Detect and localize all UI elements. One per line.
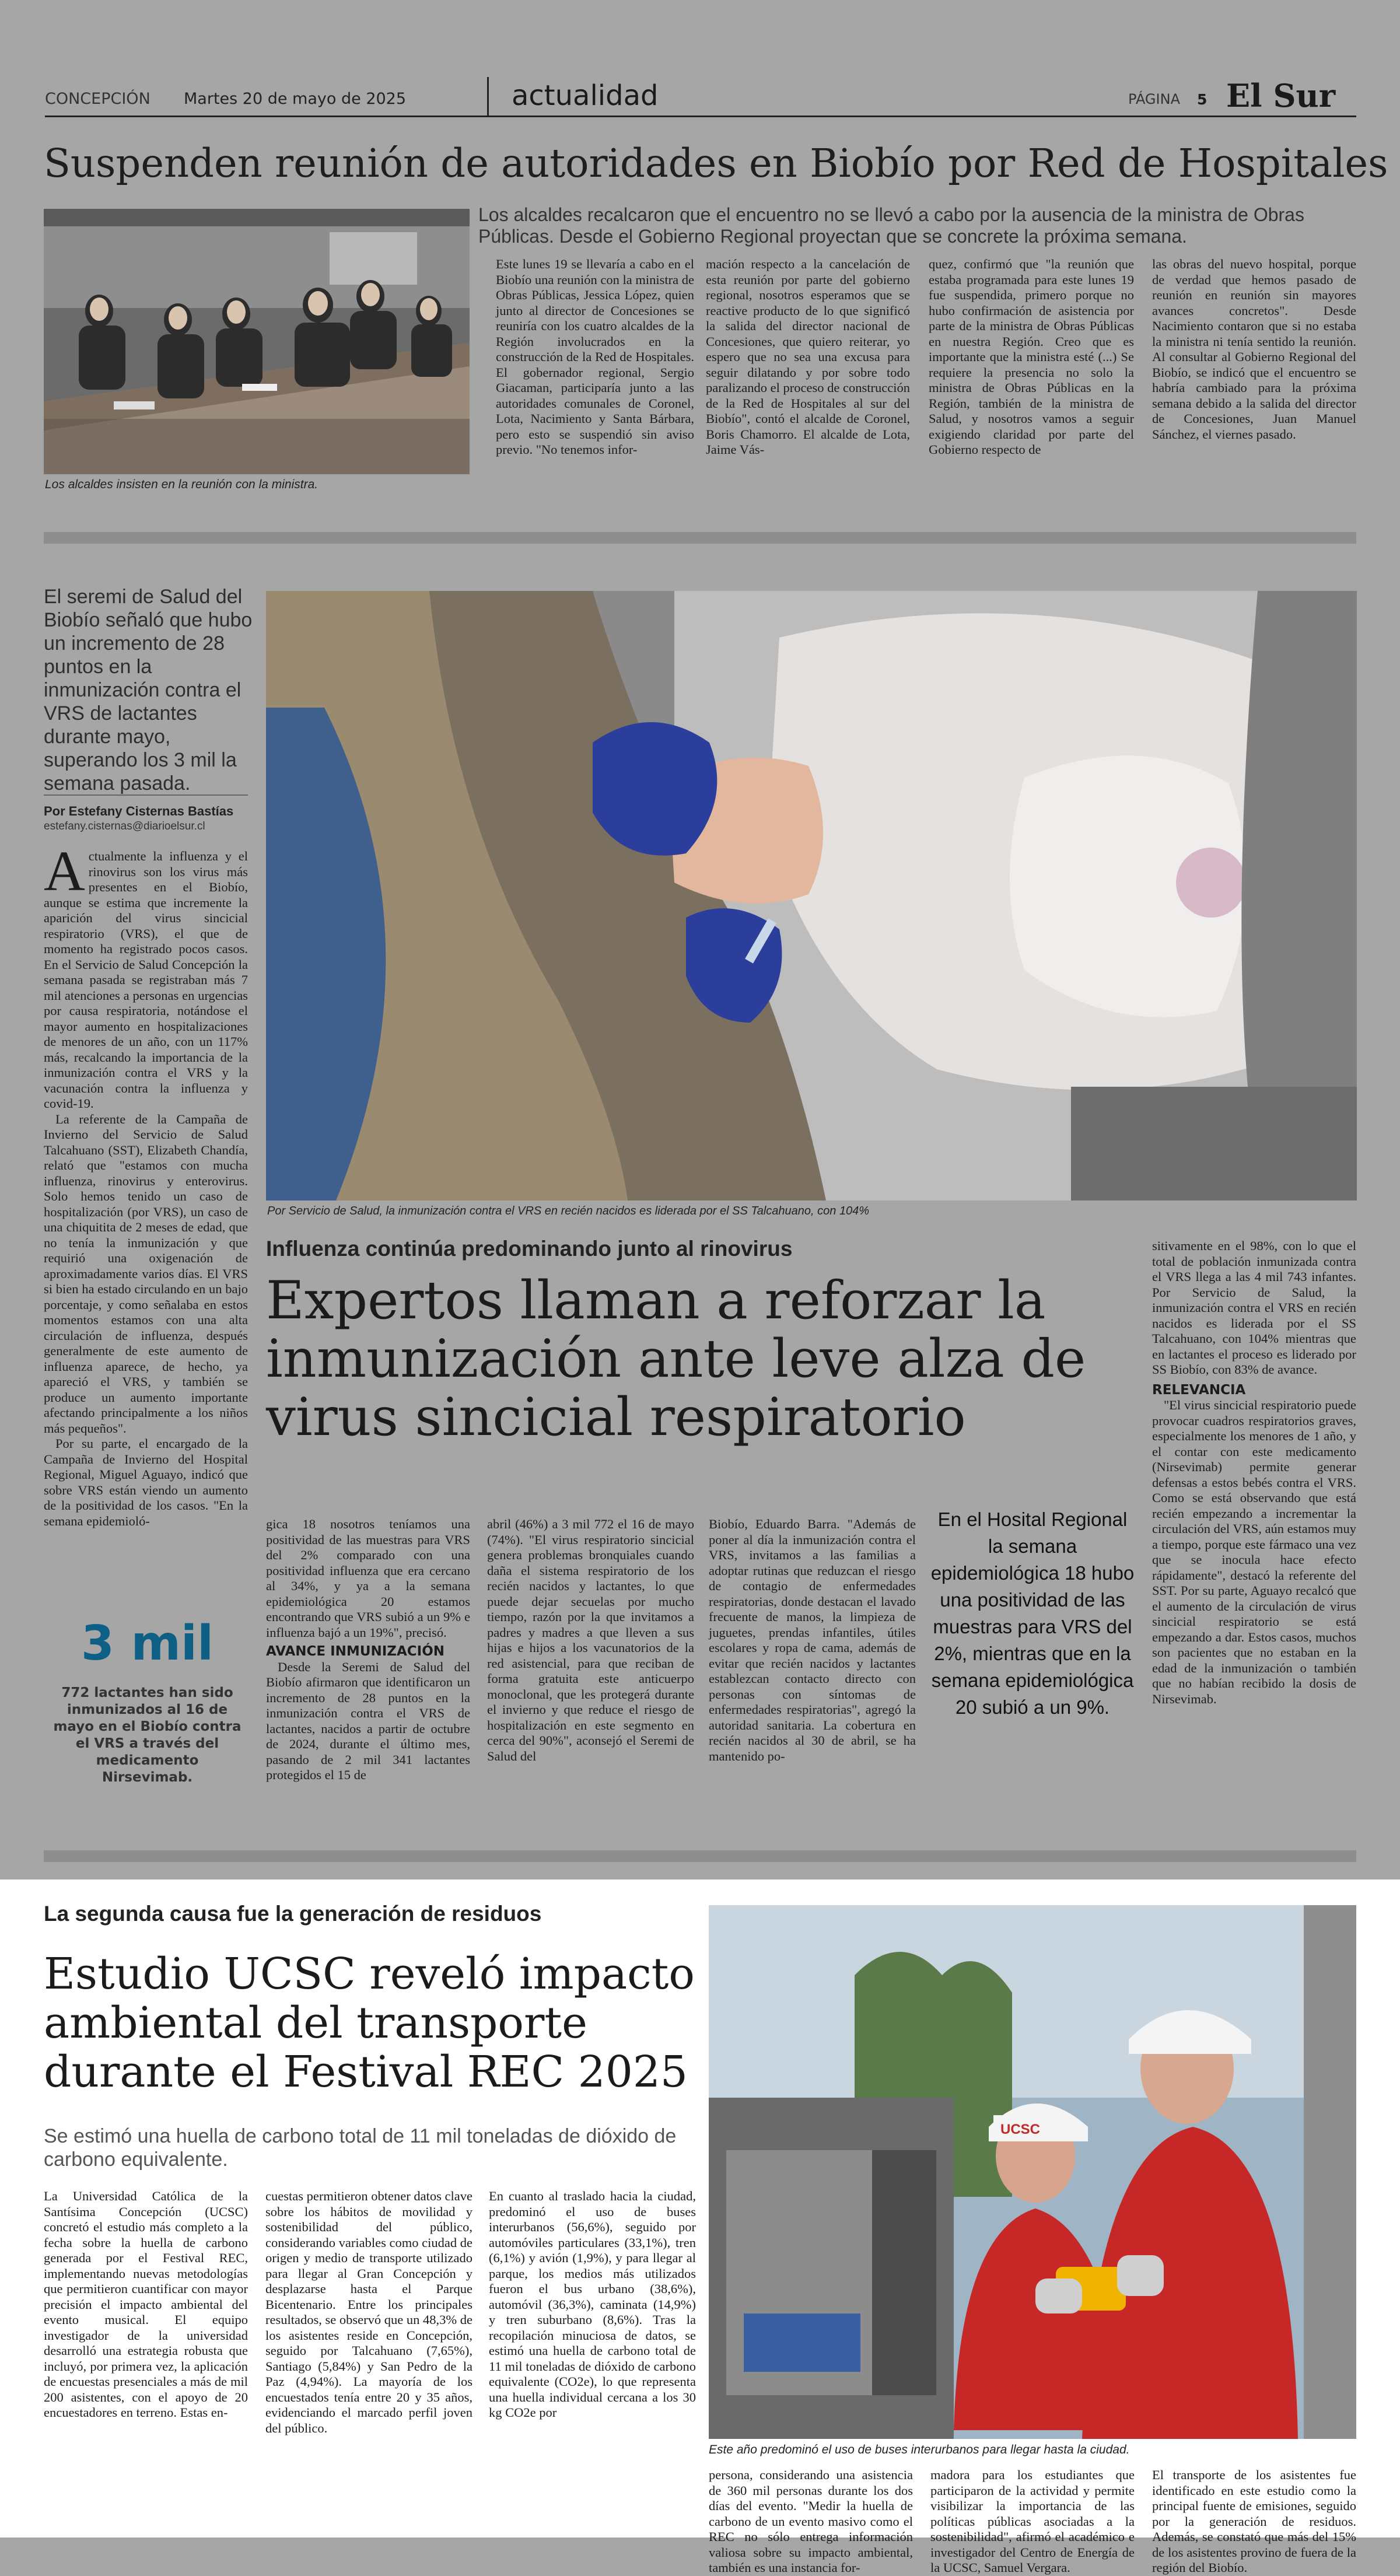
story2-col3: abril (46%) a 3 mil 772 el 16 de mayo (74%). "El virus respiratorio sincicial genera problemas bronquiales cuando daña el sistema respiratorio de los recién nacidos y lactantes, lo que puede dejar secuelas por mucho tiempo, razón por la que invitamos a padres y madres a que lleven a sus hijas e hijos a los vacunatorios de la red asistencial, para que reciban de forma gratuita este anticuerpo monoclonal, que les protegerá durante el invierno y que reduce el riesgo de hospitalización en este segmento en cerca del 90%", aconsejó el Seremi de Salud del bbox=[487, 1517, 694, 1763]
story3-deck: Se estimó una huella de carbono total de 11 mil toneladas de dióxido de carbono equivalente. bbox=[44, 2125, 677, 2171]
header-page-label: PÁGINA bbox=[1128, 91, 1180, 107]
story2-photo bbox=[266, 591, 1357, 1200]
story3-kicker: La segunda causa fue la generación de residuos bbox=[44, 1902, 542, 1926]
story2-col5 bbox=[1152, 1238, 1356, 1707]
page-header bbox=[45, 77, 1356, 118]
story2-col2b: Desde la Seremi de Salud del Biobío afirmaron que identificaron un incremento de 28 puntos en la inmunización contra el VRS de lactantes, nacidos a partir de octubre de 2024, durante el último mes, pasando de 2 mil 341 lactantes protegidos el 15 de bbox=[266, 1659, 470, 1782]
header-section: actualidad bbox=[512, 79, 659, 112]
story2-col4: Biobío, Eduardo Barra. "Además de poner al día la inmunización contra el VRS, invitamos a las familias a adoptar rutinas que reduzcan el riesgo de contagio de enfermedades respiratorias, donde destacan el lavado frecuente de manos, la limpieza de juguetes, prendas infantiles, útiles escolares y ropa de cama, además de evitar que recién nacidos y lactantes establezcan contacto directo con personas con síntomas de enfermedades respiratorias", agregó la autoridad sanitaria. La cobertura en recién nacidos al 30 de abril, se ha mantenido po- bbox=[709, 1517, 916, 1763]
story1-photo bbox=[44, 209, 470, 474]
story3-col1: La Universidad Católica de la Santísima Concepción (UCSC) concretó el estudio más completo a la fecha sobre la huella de carbono generada por el Festival REC, implementando nuevas metodologías que permitieron cuantificar con mayor precisión el impacto ambiental del evento musical. El equipo investigador de la universidad desarrolló una estrategia robusta que incluyó, por primera vez, la aplicación de encuestas presenciales a más de mil 200 asistentes, con el apoyo de 20 encuestadores en terreno. Estas en- bbox=[44, 2189, 248, 2420]
header-city: CONCEPCIÓN bbox=[45, 90, 150, 108]
story1-caption: Los alcaldes insisten en la reunión con la ministra. bbox=[45, 478, 318, 491]
story2-lead: El seremi de Salud del Biobío señaló que hubo un incremento de 28 puntos en la inmunización contra el VRS de lactantes durante mayo, superando los 3 mil la semana pasada. bbox=[44, 586, 253, 794]
header-date: Martes 20 de mayo de 2025 bbox=[184, 90, 407, 108]
story1-deck: Los alcaldes recalcaron que el encuentro no se llevó a cabo por la ausencia de la ministra de Obras Públicas. Desde el Gobierno Regional proyectan que se concrete la próxima semana. bbox=[478, 204, 1304, 247]
story3-col6: El transporte de los asistentes fue identificado en este estudio como la principal fuente de emisiones, seguido por la generación de residuos. Además, se constató que más del 15% de los asistentes provino de fuera de la región del Biobío. bbox=[1152, 2468, 1356, 2575]
story2-col5b: "El virus sincicial respiratorio puede provocar cuadros respiratorios graves, especialmente los menores de 1 año, y el contar con este medicamento (Nirsevimab) permite generar defensas a estos bebés contra el VRS. Como se está observando que está recién empezando a incrementar la circulación del VRS, aún estamos muy a tiempo, porque este fármaco una vez que se inocula hace efecto rápidamente", destacó la referente del SST. Por su parte, Aguayo recalcó que el aumento de la circulación de virus sincicial respiratorio se está empezando a dar. Estos casos, muchos son pacientes que no estaban en la edad de la inmunización o también que no habían recibido la dosis de Nirsevimab. bbox=[1152, 1398, 1356, 1706]
header-underline bbox=[45, 116, 1356, 117]
story1-col2: mación respecto a la cancelación de esta reunión por parte del gobierno regional, nosotros esperamos que se reactive producto de lo que significó la salida del director nacional de Concesiones, que quiero reiterar, yo espero que no sea una excusa para seguir dilatando y por sobre todo paralizando el proceso de construcción de la Red de Hospitales al sur del Biobío", contó el alcalde de Coronel, Boris Chamorro. El alcalde de Lota, Jaime Vás- bbox=[706, 257, 910, 457]
stat-box bbox=[44, 1616, 251, 1814]
story3-block bbox=[0, 1880, 1400, 2575]
researchers-photo-icon bbox=[709, 1905, 1356, 2439]
story1-col3: quez, confirmó que "la reunión que estaba programada para este lunes 19 fue suspendida, primero porque no hubo confirmación de asistencia por parte de la ministra de Obras Públicas en nuestra Región. Creo que es importante que la ministra esté (...) Se requiere la presencia no solo la ministra de Obras Públicas en la Región, también de la ministra de Salud, y nosotros vamos a seguir exigiendo claridad por parte del Gobierno respecto de bbox=[929, 257, 1134, 457]
pullquote: En el Hosital Regional la semana epidemiológica 18 hubo una positividad de las muestras para VRS del 2%, mientras que en la semana epidemiológica 20 subió a un 9%. bbox=[930, 1508, 1135, 1718]
story2-col1c: Por su parte, el encargado de la Campaña de Invierno del Hospital Regional, Miguel Aguayo, indicó que sobre VRS están viendo un aumento de la positividad de los casos. "En la semana epidemioló- bbox=[44, 1436, 248, 1528]
header-page-number: 5 bbox=[1197, 91, 1208, 108]
story2-kicker: Influenza continúa predominando junto al rinovirus bbox=[266, 1237, 793, 1261]
meeting-photo-icon bbox=[44, 209, 470, 474]
story1-title: Suspenden reunión de autoridades en Biobío por Red de Hospitales bbox=[44, 141, 1388, 186]
story2-col1-text: ctualmente la influenza y el rinovirus son los virus más presentes en el Biobío, aunque se estima que incremente la aparición del virus sincicial respiratorio (VRS), el que de momento ha registrado pocos casos. En el Servicio de Salud Concepción la semana pasada se registraban más 7 mil atenciones a personas en urgencias por causa respiratoria, notándose el mayor aumento en hospitalizaciones de menores de un año, con un 117% más, recalcando la importancia de la inmunización contra el VRS y la vacunación contra la influenza y covid-19. bbox=[44, 849, 248, 1111]
story1-col1: Este lunes 19 se llevaría a cabo en el Biobío una reunión con la ministra de Obras Públicas, Jessica López, quien junto al director de Concesiones se reuniría con los cuatro alcaldes de la Región involucrados en la construcción de la Red de Hospitales. El gobernador regional, Sergio Giacaman, participaría junto a las autoridades comunales de Coronel, Lota, Nacimiento y Santa Bárbara, pero esto se suspendió sin aviso previo. "No tenemos infor- bbox=[496, 257, 694, 457]
header-brand: El Sur bbox=[1226, 77, 1336, 114]
story2-col1b: La referente de la Campaña de Invierno del Servicio de Salud Talcahuano (SST), Elizabeth Chandía, relató que "estamos con mucha influenza, rinovirus y enterovirus. Solo hemos tenido un caso de hospitalización (por VRS), un caso de una chiquitita de 2 meses de edad, que no tenía la inmunización y que requirió una oxigenación de aproximadamente varios días. El VRS si bien ha estado circulando en un bajo porcentaje, y como señalaba en estos momentos estamos con una alta circulación de influenza, después generalmente de este aumento de influenza aparece, de hecho, ya apareció el VRS, y también se produce un aumento importante afectando principalmente a los niños más pequeños". bbox=[44, 1111, 248, 1436]
story2-col2 bbox=[266, 1517, 470, 1783]
byline-divider bbox=[44, 794, 248, 796]
story3-photo bbox=[709, 1905, 1356, 2439]
story2-col2-text: gica 18 nosotros teníamos una positividad de las muestras para VRS del 2% comparado con una positividad influenza que era cercano al 34%, y ya a la semana epidemiológica 20 estamos encontrando que VRS subió a un 9% e influenza bajó a un 19%", precisó. bbox=[266, 1517, 470, 1640]
story2-col5-text: sitivamente en el 98%, con lo que el total de población inmunizada contra el VRS llega a las 4 mil 743 infantes. Por Servicio de Salud, la inmunización contra el VRS en recién nacidos es liderada por el SS Talcahuano, con 104% mientras que en lactantes el proceso es liderado por SS Biobío, con 83% de avance. bbox=[1152, 1238, 1356, 1377]
story2-email: estefany.cisternas@diarioelsur.cl bbox=[44, 820, 205, 832]
story3-col2: cuestas permitieron obtener datos clave sobre los hábitos de movilidad y sostenibilidad del público, considerando variables como ciudad de origen y medio de transporte utilizado para llegar al Gran Concepción y desplazarse hasta el Parque Bicentenario. Entre los principales resultados, se observó que un 48,3% de los asistentes reside en Concepción, seguido por Talcahuano (7,65%), Santiago (5,84%) y San Pedro de la Paz (4,94%). La mayoría de los encuestados tenía entre 20 y 35 años, evidenciando el marcado perfil joven del público. bbox=[265, 2189, 473, 2435]
section-divider-2 bbox=[44, 1850, 1356, 1862]
story3-col5: madora para los estudiantes que participaron de la actividad y permite visibilizar la importancia de las políticas públicas asociadas a la sostenibilidad", afirmó el académico e investigador del Centro de Energía de la UCSC, Samuel Vergara. bbox=[930, 2468, 1135, 2575]
story3-title: Estudio UCSC reveló impacto ambiental del transporte durante el Festival REC 2025 bbox=[44, 1949, 695, 2097]
story3-col4: persona, considerando una asistencia de 360 mil personas durante los dos días del evento. "Medir la huella de carbono de un evento masivo como el REC no sólo entrega información valiosa sobre su impacto ambiental, también es una instancia for- bbox=[709, 2468, 913, 2575]
header-divider bbox=[487, 77, 489, 117]
story2-byline: Por Estefany Cisternas Bastías bbox=[44, 804, 234, 818]
vaccination-photo-icon bbox=[266, 591, 1357, 1200]
helmet-logo-text: UCSC bbox=[1000, 2122, 1041, 2137]
story1-col4: las obras del nuevo hospital, porque de verdad que hemos pasado de reunión en reunión sin mayores avances concretos". Desde Nacimiento contaron que si no estaba la ministra ni tenía sentido la reunión. Al consultar al Gobierno Regional del Biobío, se indicó que el encuentro se habría cambiado para la próxima semana debido a la salida del director de Concesiones, Juan Manuel Sánchez, el viernes pasado. bbox=[1152, 257, 1356, 442]
story2-caption: Por Servicio de Salud, la inmunización contra el VRS en recién nacidos es liderada por el SS Talcahuano, con 104% bbox=[267, 1205, 870, 1217]
story3-caption: Este año predominó el uso de buses interurbanos para llegar hasta la ciudad. bbox=[709, 2443, 1130, 2456]
story2-col1 bbox=[44, 840, 248, 1529]
stat-text: 772 lactantes han sido inmunizados al 16 de mayo en el Biobío contra el VRS a través del medicamento Nirsevimab. bbox=[53, 1685, 242, 1785]
story2-dropcap: A bbox=[44, 840, 85, 903]
stat-value: 3 mil bbox=[80, 1616, 214, 1671]
story2-col5-subhead: RELEVANCIA bbox=[1152, 1382, 1246, 1398]
story3-col3: En cuanto al traslado hacia la ciudad, predominó el uso de buses interurbanos (56,6%), seguido por automóviles particulares (33,1%), tren (6,1%) y avión (1,9%), y para llegar al parque, los medios más utilizados fueron el bus urbano (38,6%), automóvil (36,3%), caminata (14,9%) y tren suburbano (8,6%). Tras la recopilación minuciosa de datos, se estimó una huella de carbono total de 11 mil toneladas de dióxido de carbono equivalente (CO2e), lo que representa una huella individual cercana a los 30 kg CO2e por bbox=[489, 2189, 696, 2420]
story2-title: Expertos llaman a reforzar la inmunización ante leve alza de virus sincicial respiratorio bbox=[266, 1270, 1086, 1448]
story2-col2-subhead: AVANCE INMUNIZACIÓN bbox=[266, 1644, 445, 1659]
section-divider-1 bbox=[44, 532, 1356, 544]
